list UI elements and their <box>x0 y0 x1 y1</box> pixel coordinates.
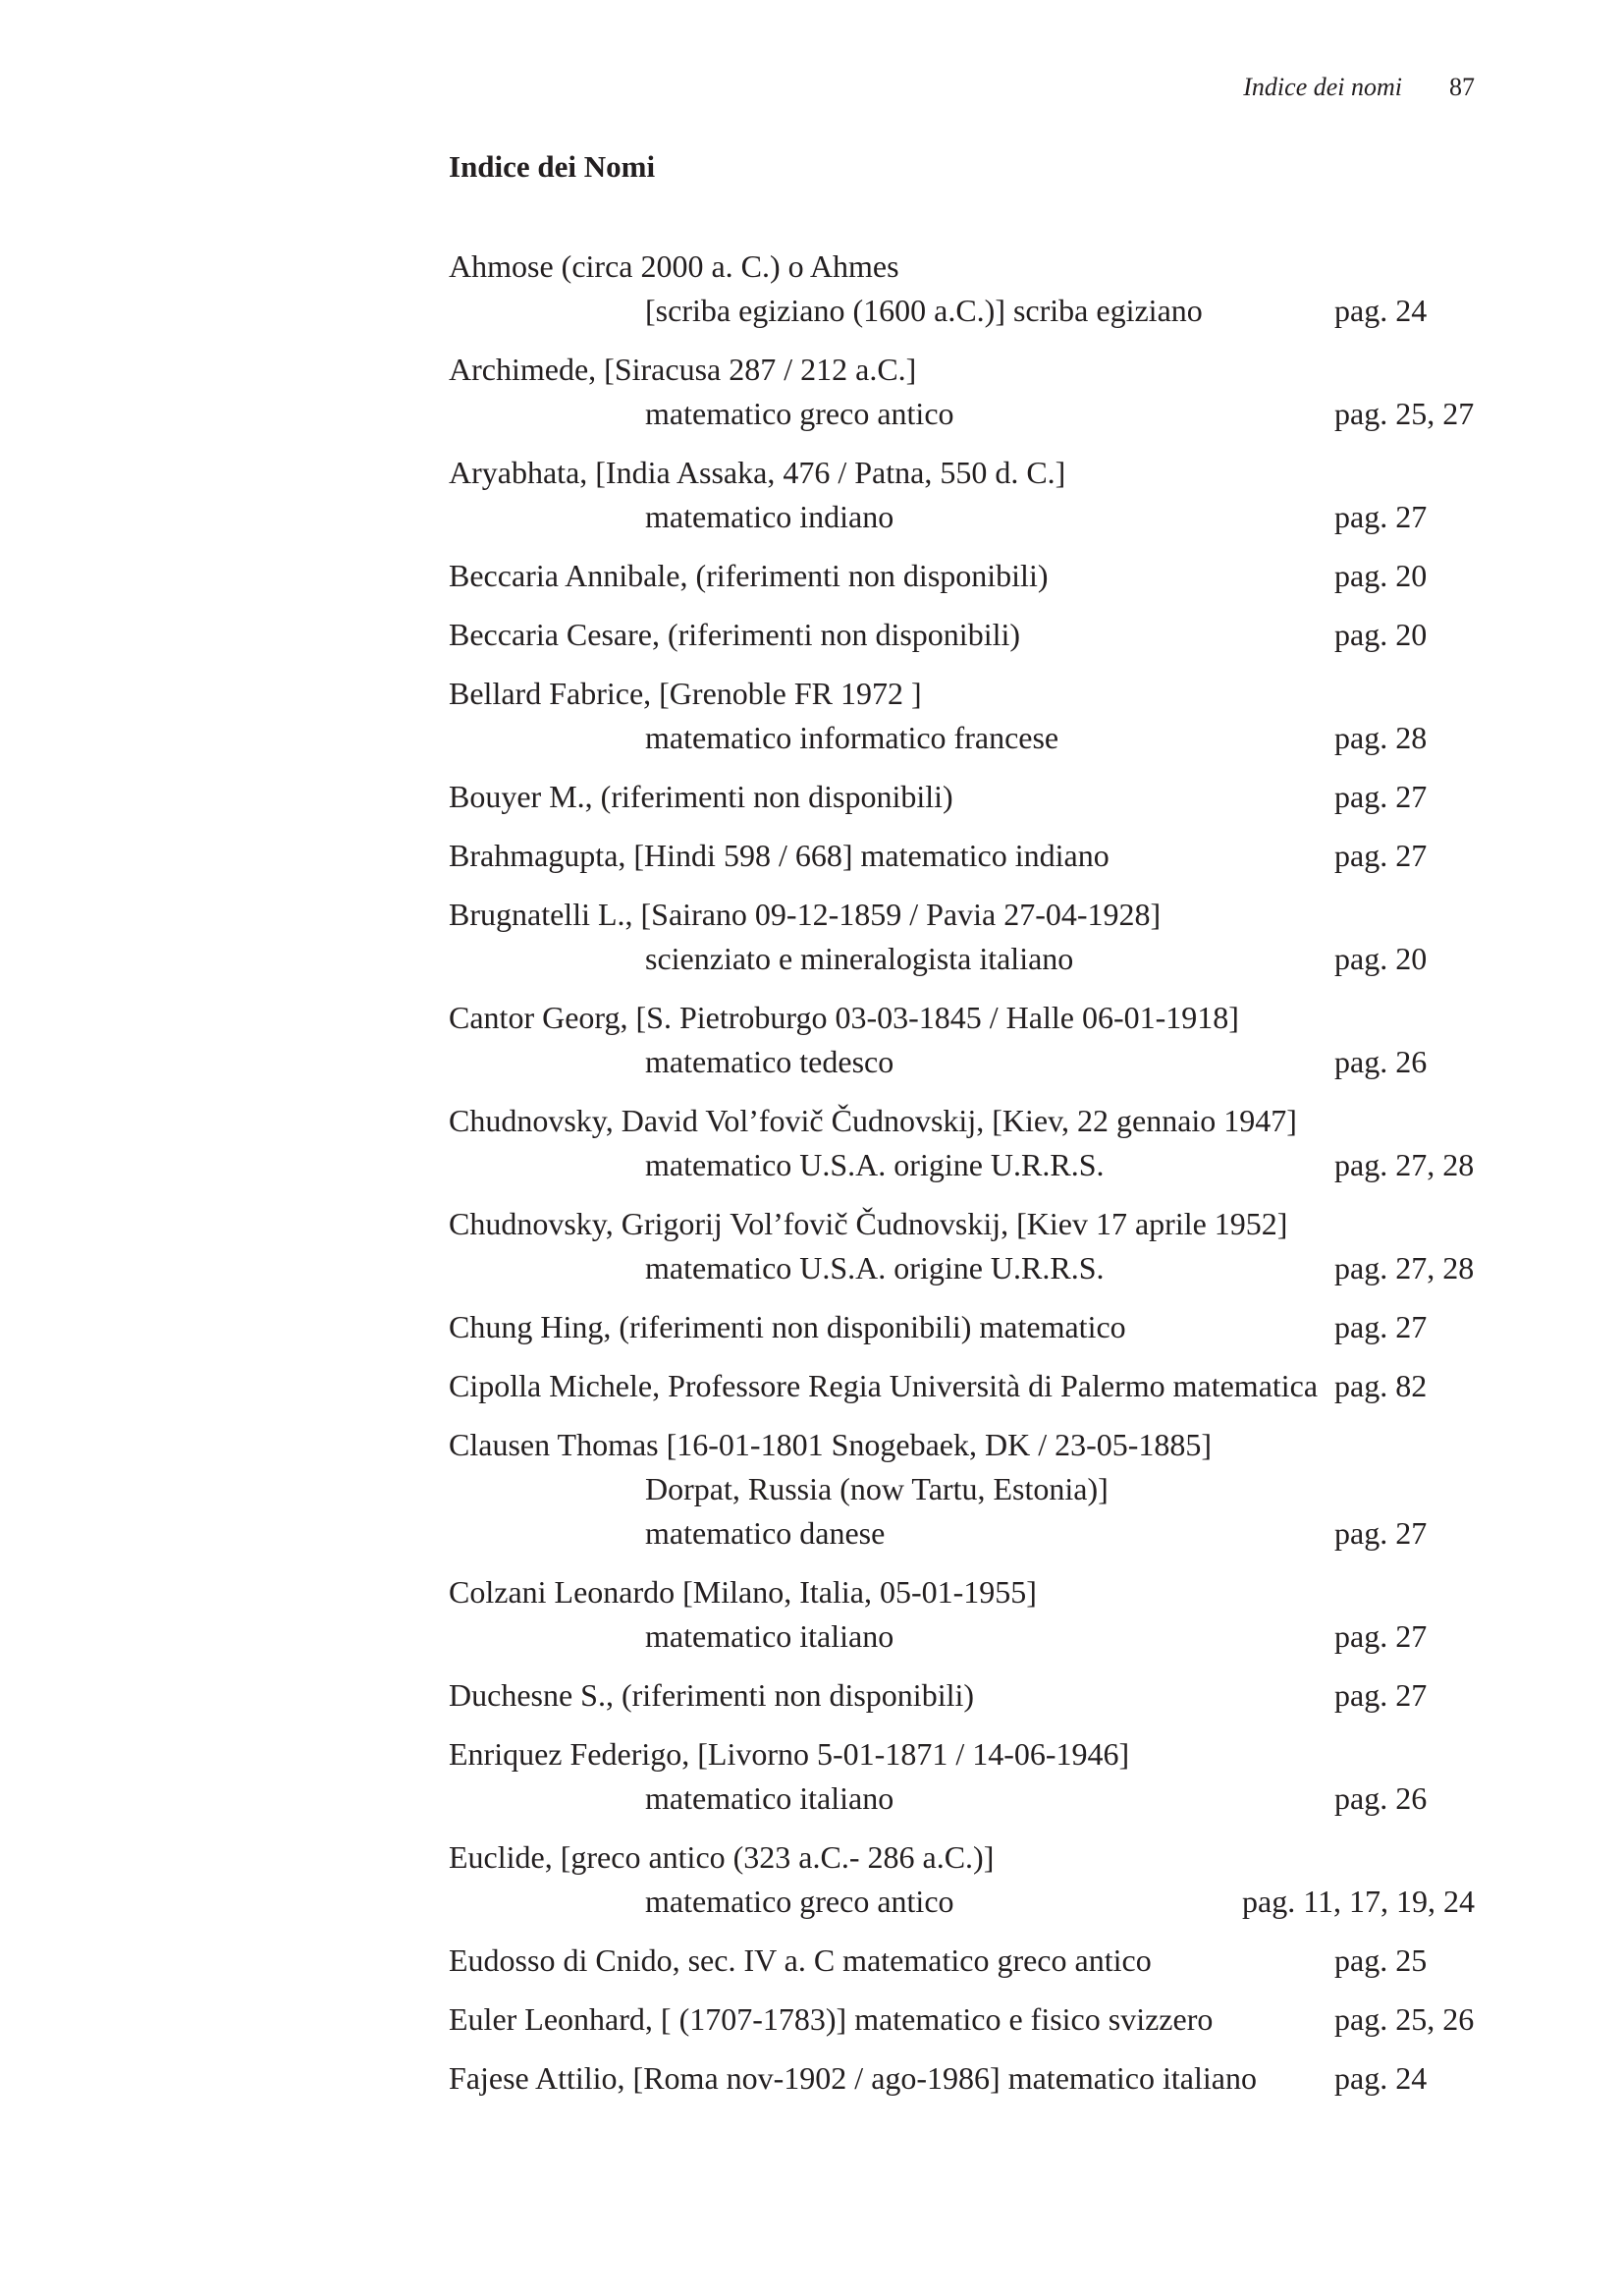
page-reference: pag. 24 <box>1334 293 1428 328</box>
entry-detail-line <box>449 392 1475 436</box>
entry-name-line <box>449 1305 1475 1349</box>
page-reference: pag. 27 <box>1334 499 1428 534</box>
entry-text: Clausen Thomas [16-01-1801 Snogebaek, DK / 23-05-1885] <box>449 1427 1213 1462</box>
entry-text: Chudnovsky, Grigorij Vol’fovič Čudnovskij, [Kiev 17 aprile 1952] <box>449 1206 1288 1241</box>
entry-text: matematico U.S.A. origine U.R.R.S. <box>645 1250 1105 1285</box>
page-reference: pag. 82 <box>1334 1368 1428 1403</box>
entry-text: Duchesne S., (riferimenti non disponibili) <box>449 1677 975 1713</box>
entry-text: Eudosso di Cnido, sec. IV a. C matematico greco antico <box>449 1942 1152 1978</box>
index-entry <box>449 1673 1475 1718</box>
index-entry <box>449 1423 1475 1556</box>
entry-text: matematico italiano <box>645 1618 894 1654</box>
page-reference: pag. 27 <box>1334 1309 1428 1344</box>
page-reference: pag. 28 <box>1334 720 1428 755</box>
index-entry <box>449 1202 1475 1290</box>
entry-text: Archimede, [Siracusa 287 / 212 a.C.] <box>449 352 917 387</box>
entry-text: matematico greco antico <box>645 396 954 431</box>
entry-name-line <box>449 1423 1475 1467</box>
entry-detail-line <box>449 1040 1475 1084</box>
entry-name-line <box>449 1364 1475 1408</box>
entry-text: Bellard Fabrice, [Grenoble FR 1972 ] <box>449 676 922 711</box>
page-reference: pag. 27 <box>1334 1677 1428 1713</box>
entry-name-line <box>449 893 1475 937</box>
page-reference: pag. 11, 17, 19, 24 <box>1241 1884 1475 1919</box>
entry-text: Ahmose (circa 2000 a. C.) o Ahmes <box>449 248 899 284</box>
entry-name-line <box>449 1939 1475 1983</box>
page-reference: pag. 27, 28 <box>1334 1250 1475 1285</box>
entry-name-line <box>449 1202 1475 1246</box>
entry-name-line <box>449 1835 1475 1880</box>
entry-text: matematico indiano <box>645 499 894 534</box>
index-entry <box>449 2056 1475 2101</box>
index-entry <box>449 1732 1475 1821</box>
entry-text: Cantor Georg, [S. Pietroburgo 03-03-1845 / Halle 06-01-1918] <box>449 1000 1239 1035</box>
entry-text: Euler Leonhard, [ (1707-1783)] matematico e fisico svizzero <box>449 2001 1214 2037</box>
index-entry <box>449 1997 1475 2042</box>
entry-detail-line <box>449 1614 1475 1659</box>
index-entry <box>449 775 1475 819</box>
index-entry <box>449 451 1475 539</box>
page-reference: pag. 20 <box>1334 558 1428 593</box>
entry-text: Beccaria Annibale, (riferimenti non disponibili) <box>449 558 1049 593</box>
page-reference: pag. 24 <box>1334 2060 1428 2096</box>
running-header <box>1243 73 1475 102</box>
entry-name-line <box>449 1570 1475 1614</box>
entry-name-line <box>449 1997 1475 2042</box>
entry-name-line <box>449 996 1475 1040</box>
entry-detail-line <box>449 1467 1475 1511</box>
entry-detail-line <box>449 937 1475 981</box>
entry-name-line <box>449 775 1475 819</box>
page-reference: pag. 27 <box>1334 1618 1428 1654</box>
index-entry <box>449 1305 1475 1349</box>
index-entry <box>449 245 1475 333</box>
entry-detail-line <box>449 716 1475 760</box>
page-reference: pag. 27 <box>1334 779 1428 814</box>
index-entry <box>449 1835 1475 1924</box>
entry-name-line <box>449 1099 1475 1143</box>
index-entry <box>449 996 1475 1084</box>
index-entry <box>449 834 1475 878</box>
entry-text: Fajese Attilio, [Roma nov-1902 / ago-1986] matematico italiano <box>449 2060 1257 2096</box>
index-entry <box>449 1099 1475 1187</box>
page-number: 87 <box>1449 73 1475 101</box>
entry-text: matematico informatico francese <box>645 720 1059 755</box>
entry-name-line <box>449 245 1475 289</box>
entry-name-line <box>449 613 1475 657</box>
entry-name-line <box>449 672 1475 716</box>
entry-detail-line <box>449 1777 1475 1821</box>
entry-detail-line <box>449 1880 1475 1924</box>
page-reference: pag. 25, 26 <box>1334 2001 1475 2037</box>
index-entry <box>449 1364 1475 1408</box>
entry-text: Euclide, [greco antico (323 a.C.- 286 a.C.)] <box>449 1839 995 1875</box>
entry-detail-line <box>449 289 1475 333</box>
entry-name-line <box>449 2056 1475 2101</box>
entry-name-line <box>449 348 1475 392</box>
entry-text: scienziato e mineralogista italiano <box>645 941 1074 976</box>
entry-name-line <box>449 1673 1475 1718</box>
entry-text: Aryabhata, [India Assaka, 476 / Patna, 550 d. C.] <box>449 455 1066 490</box>
entry-text: Colzani Leonardo [Milano, Italia, 05-01-1955] <box>449 1574 1037 1610</box>
entry-text: matematico greco antico <box>645 1884 954 1919</box>
index-entry <box>449 672 1475 760</box>
page-reference: pag. 20 <box>1334 617 1428 652</box>
entry-text: matematico italiano <box>645 1780 894 1816</box>
entry-text: Enriquez Federigo, [Livorno 5-01-1871 / 14-06-1946] <box>449 1736 1130 1772</box>
entry-text: matematico danese <box>645 1515 886 1551</box>
page-reference: pag. 25 <box>1334 1942 1428 1978</box>
index-entry <box>449 1939 1475 1983</box>
page-title: Indice dei Nomi <box>449 149 656 184</box>
entry-detail-line <box>449 495 1475 539</box>
entry-text: Dorpat, Russia (now Tartu, Estonia)] <box>645 1471 1109 1506</box>
entry-text: Beccaria Cesare, (riferimenti non disponibili) <box>449 617 1021 652</box>
page-reference: pag. 20 <box>1334 941 1428 976</box>
page-reference: pag. 27 <box>1334 838 1428 873</box>
page-reference: pag. 27 <box>1334 1515 1428 1551</box>
entry-text: Cipolla Michele, Professore Regia Università di Palermo matematica <box>449 1368 1319 1403</box>
page-reference: pag. 26 <box>1334 1780 1428 1816</box>
entry-name-line <box>449 554 1475 598</box>
entry-detail-line <box>449 1143 1475 1187</box>
entry-detail-line <box>449 1246 1475 1290</box>
entry-text: [scriba egiziano (1600 a.C.)] scriba egiziano <box>645 293 1203 328</box>
entry-text: Chung Hing, (riferimenti non disponibili) matematico <box>449 1309 1126 1344</box>
running-title: Indice dei nomi <box>1243 73 1402 101</box>
entry-text: Bouyer M., (riferimenti non disponibili) <box>449 779 953 814</box>
page-reference: pag. 25, 27 <box>1334 396 1475 431</box>
name-index-list <box>449 245 1475 2115</box>
index-entry <box>449 893 1475 981</box>
index-entry <box>449 554 1475 598</box>
index-entry <box>449 613 1475 657</box>
page-reference: pag. 26 <box>1334 1044 1428 1079</box>
index-entry <box>449 1570 1475 1659</box>
index-entry <box>449 348 1475 436</box>
entry-text: Chudnovsky, David Vol’fovič Čudnovskij, [Kiev, 22 gennaio 1947] <box>449 1103 1297 1138</box>
entry-text: matematico U.S.A. origine U.R.R.S. <box>645 1147 1105 1182</box>
page-reference: pag. 27, 28 <box>1334 1147 1475 1182</box>
entry-name-line <box>449 834 1475 878</box>
entry-name-line <box>449 451 1475 495</box>
entry-text: Brugnatelli L., [Sairano 09-12-1859 / Pavia 27-04-1928] <box>449 897 1162 932</box>
entry-text: matematico tedesco <box>645 1044 894 1079</box>
entry-name-line <box>449 1732 1475 1777</box>
entry-detail-line <box>449 1511 1475 1556</box>
entry-text: Brahmagupta, [Hindi 598 / 668] matematico indiano <box>449 838 1110 873</box>
